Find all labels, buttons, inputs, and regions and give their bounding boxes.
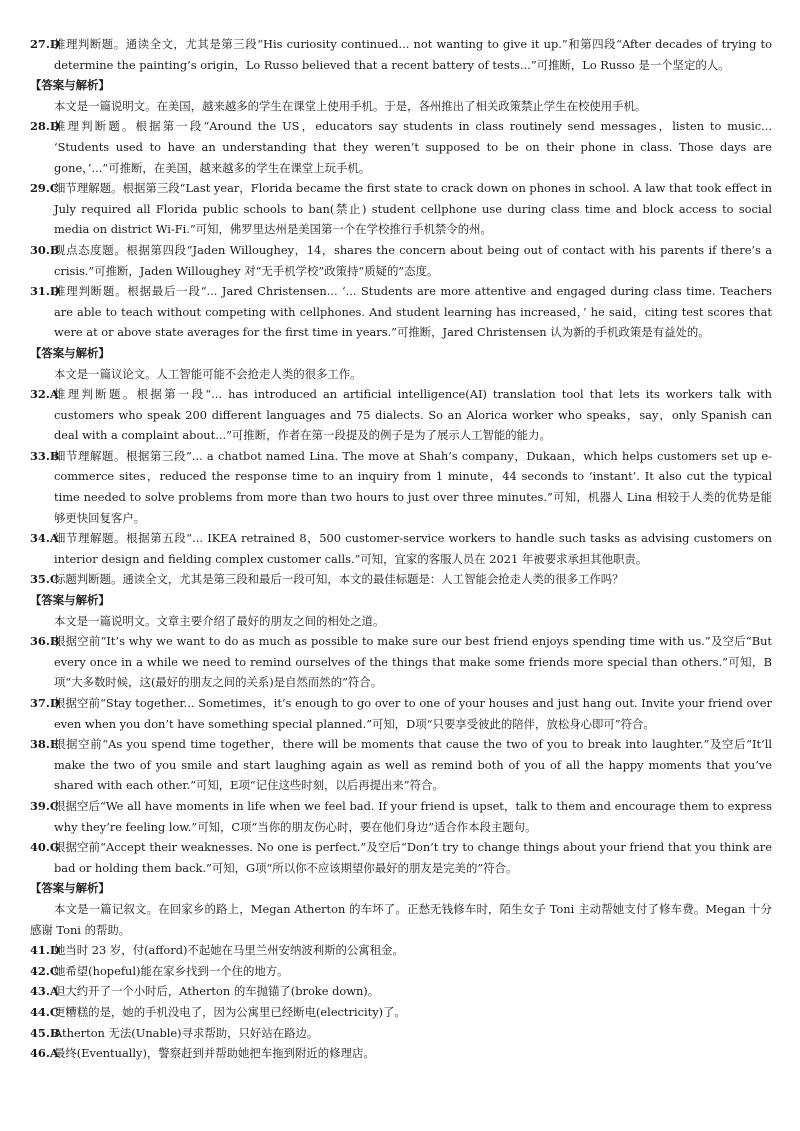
answer-number: 41.D bbox=[30, 943, 60, 958]
answer-explanation: 她希望(hopeful)能在家乡找到一个住的地方。 bbox=[54, 963, 289, 978]
section-reading-d bbox=[30, 75, 772, 343]
answer-explanation: 根据空前“Accept their weaknesses. No one is perfect.”及空后“Don’t try to change things about your friend that you think are bad or holding them back.”可知，G项“所以你不应该期望你最好的朋友是完美的”符合。 bbox=[54, 840, 772, 875]
answer-item-27 bbox=[30, 34, 772, 75]
answer-explanation: 细节理解题。根据第三段“Last year，Florida became the first state to crack down on phones in school. A law that took effect in July required all Florida public schools to ban(禁止) student cellphone use during class time and block access to social media on district Wi-Fi.”可知，佛罗里达州是美国第一个在学校推行手机禁令的州。 bbox=[54, 181, 772, 237]
section-heading: 【答案与解析】 bbox=[30, 593, 110, 608]
answer-item-46 bbox=[30, 1043, 772, 1064]
answer-explanation: 最终(Eventually)，警察赶到并帮助她把车拖到附近的修理店。 bbox=[54, 1046, 375, 1061]
answer-number: 44.C bbox=[30, 1004, 59, 1019]
answer-explanation: 推理判断题。根据最后一段“... Jared Christensen... ‘... Students are more attentive and engaged during class time. Teachers are able to teach without competing with cellphones. And student learning has increased，’ he said，citing test scores that were at or above state averages for the first time in years.”可推断，Jared Christensen 认为新的手机政策是有益处的。 bbox=[54, 284, 772, 340]
answer-number: 36.B bbox=[30, 634, 60, 649]
answer-number: 37.D bbox=[30, 696, 60, 710]
answer-number: 34.A bbox=[30, 531, 59, 546]
answer-explanation: 根据空后“We all have moments in life when we feel bad. If your friend is upset，talk to them and encourage them to express why they’re feeling low.”可知，C项“当你的朋友伤心时，要在他们身边”适合作本段主题句。 bbox=[54, 798, 772, 834]
answer-item-29 bbox=[30, 178, 772, 240]
answer-explanation: 推理判断题。通读全文，尤其是第三段“His curiosity continued... not wanting to give it up.”和第四段“After decades of trying to determine the painting’s origin，Lo Russo believed that a recent battery of tests...”可推断，Lo Russo 是一个坚定的人。 bbox=[54, 37, 772, 72]
answer-number: 31.D bbox=[30, 284, 60, 299]
answer-number: 40.G bbox=[30, 840, 60, 855]
answer-explanation: 根据空前“It’s why we want to do as much as possible to make sure our best friend enjoys spending time with us.”及空后“But every once in a while we need to remind ourselves of the things that make some friends more special than others.”可知，B项“大多数时候，这(最好的朋友之间的关系)是自然而然的”符合。 bbox=[54, 634, 772, 690]
answer-number: 43.A bbox=[30, 984, 59, 999]
answer-explanation: 观点态度题。根据第四段“Jaden Willoughey，14，shares the concern about being out of contact with his parents if there’s a crisis.”可推断，Jaden Willoughey 对“无手机学校”政策持“质疑的”态度。 bbox=[54, 242, 772, 278]
answer-explanation: Atherton 无法(Unable)寻求帮助，只好站在路边。 bbox=[54, 1025, 319, 1040]
answer-explanation: 推理判断题。根据第一段“Around the US，educators say students in class routinely send messages，listen to music... ‘Students used to have an understanding that they weren’t supposed to be on their phone in class. Those days are gone，’...”可推断，在美国，越来越多的学生在课堂上玩手机。 bbox=[54, 119, 772, 175]
answer-number: 35.C bbox=[30, 572, 59, 587]
answer-number: 27.D bbox=[30, 37, 60, 51]
answer-item-41 bbox=[30, 940, 772, 961]
section-intro: 本文是一篇说明文。文章主要介绍了最好的朋友之间的相处之道。 bbox=[54, 613, 385, 628]
section-heading: 【答案与解析】 bbox=[30, 881, 110, 896]
answer-explanation: 更糟糕的是，她的手机没电了，因为公寓里已经断电(electricity)了。 bbox=[54, 1004, 406, 1019]
answer-item-37 bbox=[30, 693, 772, 734]
answer-explanation: 细节理解题。根据第三段“... a chatbot named Lina. The move at Shah’s company，Dukaan，which helps customers set up e-commerce sites，reduced the response time to an inquiry from 1 minute，44 seconds to ‘instant’. It also cut the typical time needed to solve problems from more than two hours to just over three minutes.”可知，机器人 Lina 相较于人类的优势是能够更快回复客户。 bbox=[54, 448, 772, 525]
answer-number: 38.E bbox=[30, 737, 59, 752]
section-reading-e bbox=[30, 343, 772, 590]
section-reading-c bbox=[30, 34, 772, 75]
section-intro: 本文是一篇议论文。人工智能可能不会抢走人类的很多工作。 bbox=[54, 366, 362, 381]
answer-item-34 bbox=[30, 528, 772, 569]
answer-number: 30.B bbox=[30, 242, 60, 257]
answer-item-43 bbox=[30, 981, 772, 1002]
answer-item-28 bbox=[30, 116, 772, 178]
answer-explanation: 根据空前“As you spend time together，there will be moments that cause the two of you to break into laughter.”及空后“It’ll make the two of you smile and start laughing again as well as remind both of you of all the happy moments that you’ve shared with each other.”可知，E项“记住这些时刻，以后再提出来”符合。 bbox=[54, 737, 772, 793]
answer-item-39 bbox=[30, 796, 772, 837]
answer-item-32 bbox=[30, 384, 772, 446]
section-heading: 【答案与解析】 bbox=[30, 345, 110, 360]
answer-explanation: 但大约开了一个小时后，Atherton 的车抛锚了(broke down)。 bbox=[54, 984, 380, 999]
answer-explanation: 根据空前“Stay together... Sometimes，it’s enough to go over to one of your houses and just hang out. Invite your friend over even when you don’t have something special planned.”可知，D项“只要享受彼此的陪伴，放松身心即可”符合。 bbox=[54, 696, 772, 731]
answer-item-42 bbox=[30, 961, 772, 982]
answer-item-36 bbox=[30, 631, 772, 693]
answer-item-44 bbox=[30, 1002, 772, 1023]
section-intro: 本文是一篇记叙文。在回家乡的路上，Megan Atherton 的车坏了。正愁无钱修车时，陌生女子 Toni 主动帮她支付了修车费。Megan 十分感谢 Toni 的帮助。 bbox=[30, 901, 772, 937]
answer-number: 46.A bbox=[30, 1046, 59, 1061]
section-cloze bbox=[30, 878, 772, 1063]
answer-explanation: 细节理解题。根据第五段“... IKEA retrained 8，500 customer-service workers to handle such tasks as advising customers on interior design and fielding complex customer calls.”可知，宜家的客服人员在 2021 年被要求承担其他职责。 bbox=[54, 531, 772, 566]
answer-number: 33.B bbox=[30, 448, 60, 463]
answer-number: 29.C bbox=[30, 181, 59, 196]
answer-number: 39.C bbox=[30, 798, 59, 813]
answer-number: 42.C bbox=[30, 963, 59, 978]
answer-number: 32.A bbox=[30, 387, 59, 402]
answer-item-31 bbox=[30, 281, 772, 343]
answer-explanation: 推理判断题。根据第一段“... has introduced an artificial intelligence(AI) translation tool that lets its workers talk with customers who speak 200 different languages and 75 dialects. So an Alorica worker who speaks，say，only Spanish can deal with a complaint about...”可推断，作者在第一段提及的例子是为了展示人工智能的能力。 bbox=[54, 387, 772, 443]
answer-item-40 bbox=[30, 837, 772, 878]
answer-item-30 bbox=[30, 240, 772, 281]
answer-item-45 bbox=[30, 1023, 772, 1044]
answer-number: 45.B bbox=[30, 1025, 60, 1040]
answer-item-33 bbox=[30, 446, 772, 528]
answer-item-38 bbox=[30, 734, 772, 796]
answer-explanation: 标题判断题。通读全文，尤其是第三段和最后一段可知，本文的最佳标题是：人工智能会抢走人类的很多工作吗？ bbox=[54, 572, 624, 587]
section-seven-choose-five bbox=[30, 590, 772, 878]
answer-item-35 bbox=[30, 569, 772, 590]
section-intro: 本文是一篇说明文。在美国，越来越多的学生在课堂上使用手机。于是，各州推出了相关政策禁止学生在校使用手机。 bbox=[54, 98, 647, 113]
answer-number: 28.D bbox=[30, 119, 60, 134]
answer-explanation: 她当时 23 岁，付(afford)不起她在马里兰州安纳波利斯的公寓租金。 bbox=[54, 943, 404, 958]
section-heading: 【答案与解析】 bbox=[30, 78, 110, 93]
